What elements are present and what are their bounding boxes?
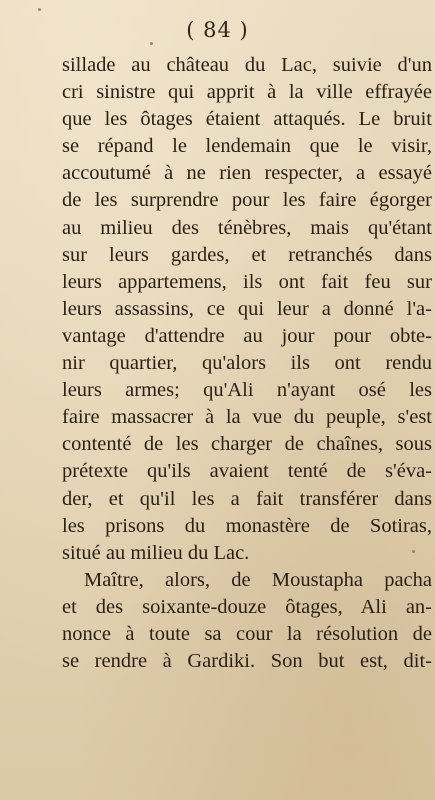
text-line: se répand le lendemain que le visir, xyxy=(62,135,432,158)
text-line: de les surprendre pour les faire égorger xyxy=(62,189,432,212)
text-line: der, et qu'il les a fait transférer dans xyxy=(62,487,432,510)
text-line: contenté de les charger de chaînes, sous xyxy=(62,433,432,456)
text-line: leurs appartemens, ils ont fait feu sur xyxy=(62,270,432,293)
text-line: leurs armes; qu'Ali n'ayant osé les xyxy=(62,379,432,402)
page-number: ( 84 ) xyxy=(186,18,249,42)
text-line: nir quartier, qu'alors ils ont rendu xyxy=(62,352,432,375)
text-line: les prisons du monastère de Sotiras, xyxy=(62,514,432,537)
text-line: leurs assassins, ce qui leur a donné l'a- xyxy=(62,297,432,320)
text-line: accoutumé à ne rien respecter, a essayé xyxy=(62,162,432,185)
text-line: nonce à toute sa cour la résolution de xyxy=(62,622,432,645)
text-line: faire massacrer à la vue du peuple, s'est xyxy=(62,406,432,429)
text-line: se rendre à Gardiki. Son but est, dit- xyxy=(62,650,432,673)
body-text xyxy=(62,52,432,675)
text-line: et des soixante-douze ôtages, Ali an- xyxy=(62,595,432,618)
text-line: au milieu des ténèbres, mais qu'étant xyxy=(62,216,432,239)
paragraph-end-line: situé au milieu du Lac. xyxy=(62,541,250,564)
text-line: cri sinistre qui apprit à la ville effrayée xyxy=(62,81,432,104)
text-line: sillade au château du Lac, suivie d'un xyxy=(62,54,432,76)
text-line: que les ôtages étaient attaqués. Le bruit xyxy=(62,108,432,131)
paragraph-start-line: Maître, alors, de Moustapha pacha xyxy=(84,568,432,591)
paper-speck xyxy=(38,8,41,11)
text-line: prétexte qu'ils avaient tenté de s'éva- xyxy=(62,460,432,483)
paper-speck xyxy=(150,42,153,45)
text-line: sur leurs gardes, et retranchés dans xyxy=(62,243,432,266)
text-line: vantage d'attendre au jour pour obte- xyxy=(62,324,432,347)
paper-speck xyxy=(412,550,415,553)
